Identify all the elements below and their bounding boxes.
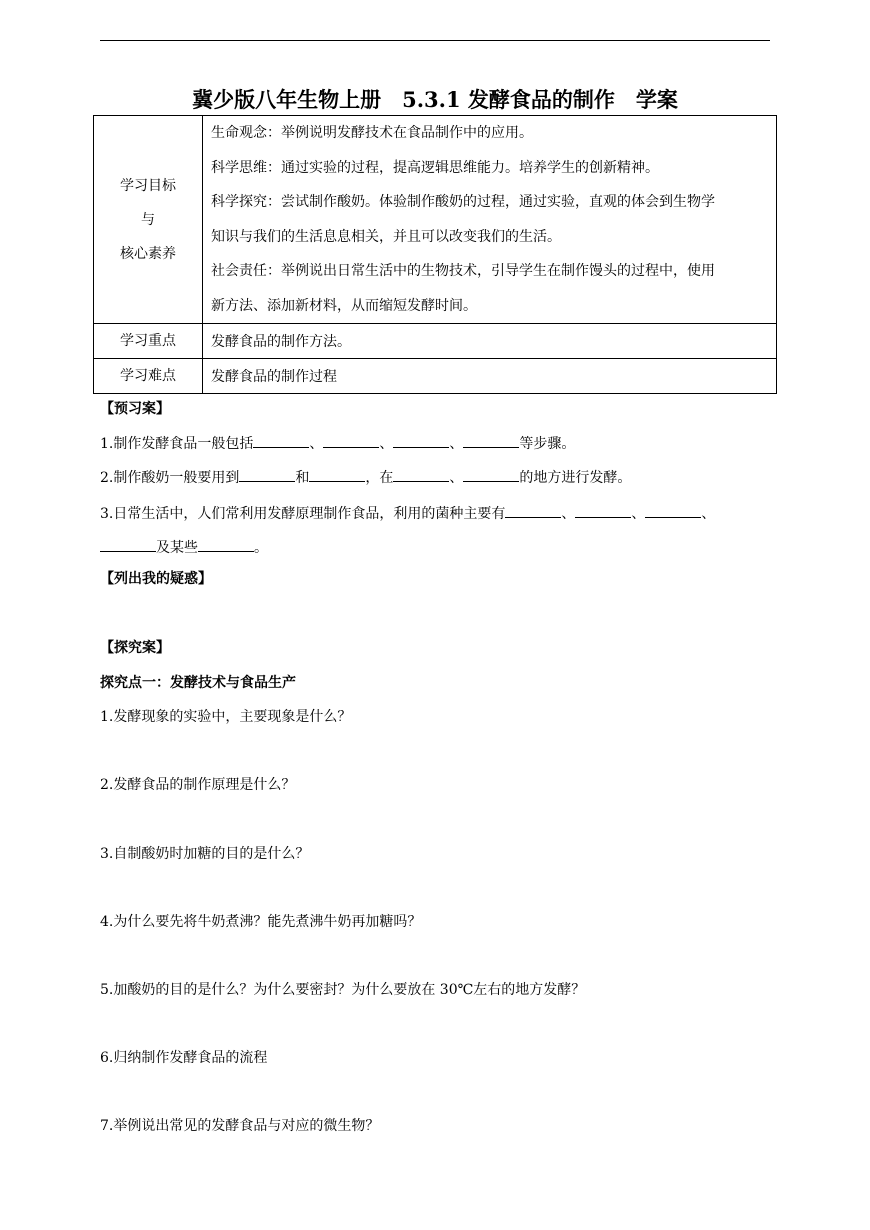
preview-question-2 [100,467,631,488]
q1-sep: 、 [309,436,324,452]
key-points-row [94,324,777,359]
preview-question-1 [100,433,575,454]
answer-blank[interactable] [505,503,561,518]
q3-sep: 、 [701,506,716,522]
q1-suffix: 等步骤。 [519,436,576,452]
goal-line-scientific-inquiry: 科学探究：尝试制作酸奶。体验制作酸奶的过程，通过实验，直观的体会到生物学 [211,194,715,210]
q2-and: 和 [295,470,310,486]
answer-blank[interactable] [239,467,295,482]
answer-blank[interactable] [309,467,365,482]
goals-label-line: 学习目标 [120,177,176,194]
header-rule [100,40,770,41]
goals-row [94,116,777,324]
goal-line-scientific-inquiry-cont: 知识与我们的生活息息相关，并且可以改变我们的生活。 [211,228,561,245]
q2-mid: ，在 [365,470,394,486]
explore-question: 2.发酵食品的制作原理是什么？ [100,777,296,793]
goal-line-scientific-thinking: 科学思维：通过实验的过程，提高逻辑思维能力。培养学生的创新精神。 [211,159,659,176]
preview-question-3 [100,503,715,524]
answer-blank[interactable] [253,433,309,448]
q3-prefix: 3.日常生活中，人们常利用发酵原理制作食品，利用的菌种主要有 [100,506,506,522]
explore-question: 3.自制酸奶时加糖的目的是什么？ [100,846,310,862]
q3-mid: 及某些 [156,540,198,556]
q2-prefix: 2.制作酸奶一般要用到 [100,470,240,486]
q2-suffix: 的地方进行发酵。 [519,470,632,486]
difficult-points-row [94,359,777,394]
goal-line-social-responsibility-cont: 新方法、添加新材料，从而缩短发酵时间。 [211,297,477,314]
explore-question: 4.为什么要先将牛奶煮沸？能先煮沸牛奶再加糖吗？ [100,914,422,930]
preview-question-3-cont [100,537,268,558]
answer-blank[interactable] [323,433,379,448]
answer-blank[interactable] [463,433,519,448]
preview-heading: 【预习案】 [100,401,170,417]
answer-blank[interactable] [463,467,519,482]
answer-blank[interactable] [645,503,701,518]
difficult-points-label: 学习难点 [94,359,203,394]
q3-sep: 、 [561,506,576,522]
explore-point-1: 探究点一：发酵技术与食品生产 [100,675,296,691]
document-title: 冀少版八年生物上册 5.3.1 发酵食品的制作 学案 [192,87,678,112]
goals-label-line: 与 [141,211,155,228]
goal-line-life-concept: 生命观念：举例说明发酵技术在食品制作中的应用。 [211,125,533,141]
q1-sep: 、 [379,436,394,452]
answer-blank[interactable] [198,537,254,552]
answer-blank[interactable] [393,433,449,448]
goals-label-cell [94,116,203,324]
goals-label-line: 核心素养 [120,245,176,262]
key-points-text: 发酵食品的制作方法。 [203,324,777,359]
answer-blank[interactable] [100,537,156,552]
difficult-points-text: 发酵食品的制作过程 [203,359,777,394]
explore-heading: 【探究案】 [100,640,170,656]
q1-sep: 、 [449,436,464,452]
goal-line-social-responsibility: 社会责任：举例说出日常生活中的生物技术，引导学生在制作馒头的过程中，使用 [211,263,715,279]
explore-question: 1.发酵现象的实验中，主要现象是什么？ [100,709,352,725]
q1-prefix: 1.制作发酵食品一般包括 [100,436,254,452]
answer-blank[interactable] [393,467,449,482]
q3-sep: 、 [631,506,646,522]
answer-blank[interactable] [575,503,631,518]
explore-question: 5.加酸奶的目的是什么？为什么要密封？为什么要放在 30℃左右的地方发酵？ [100,982,586,998]
explore-question: 6.归纳制作发酵食品的流程 [100,1050,268,1066]
explore-question: 7.举例说出常见的发酵食品与对应的微生物？ [100,1118,380,1134]
q3-suffix: 。 [254,540,268,556]
goals-content-cell [203,116,777,324]
key-points-label: 学习重点 [94,324,203,359]
doubts-heading: 【列出我的疑惑】 [100,571,212,587]
learning-goals-table [93,115,777,394]
q2-sep: 、 [449,470,464,486]
